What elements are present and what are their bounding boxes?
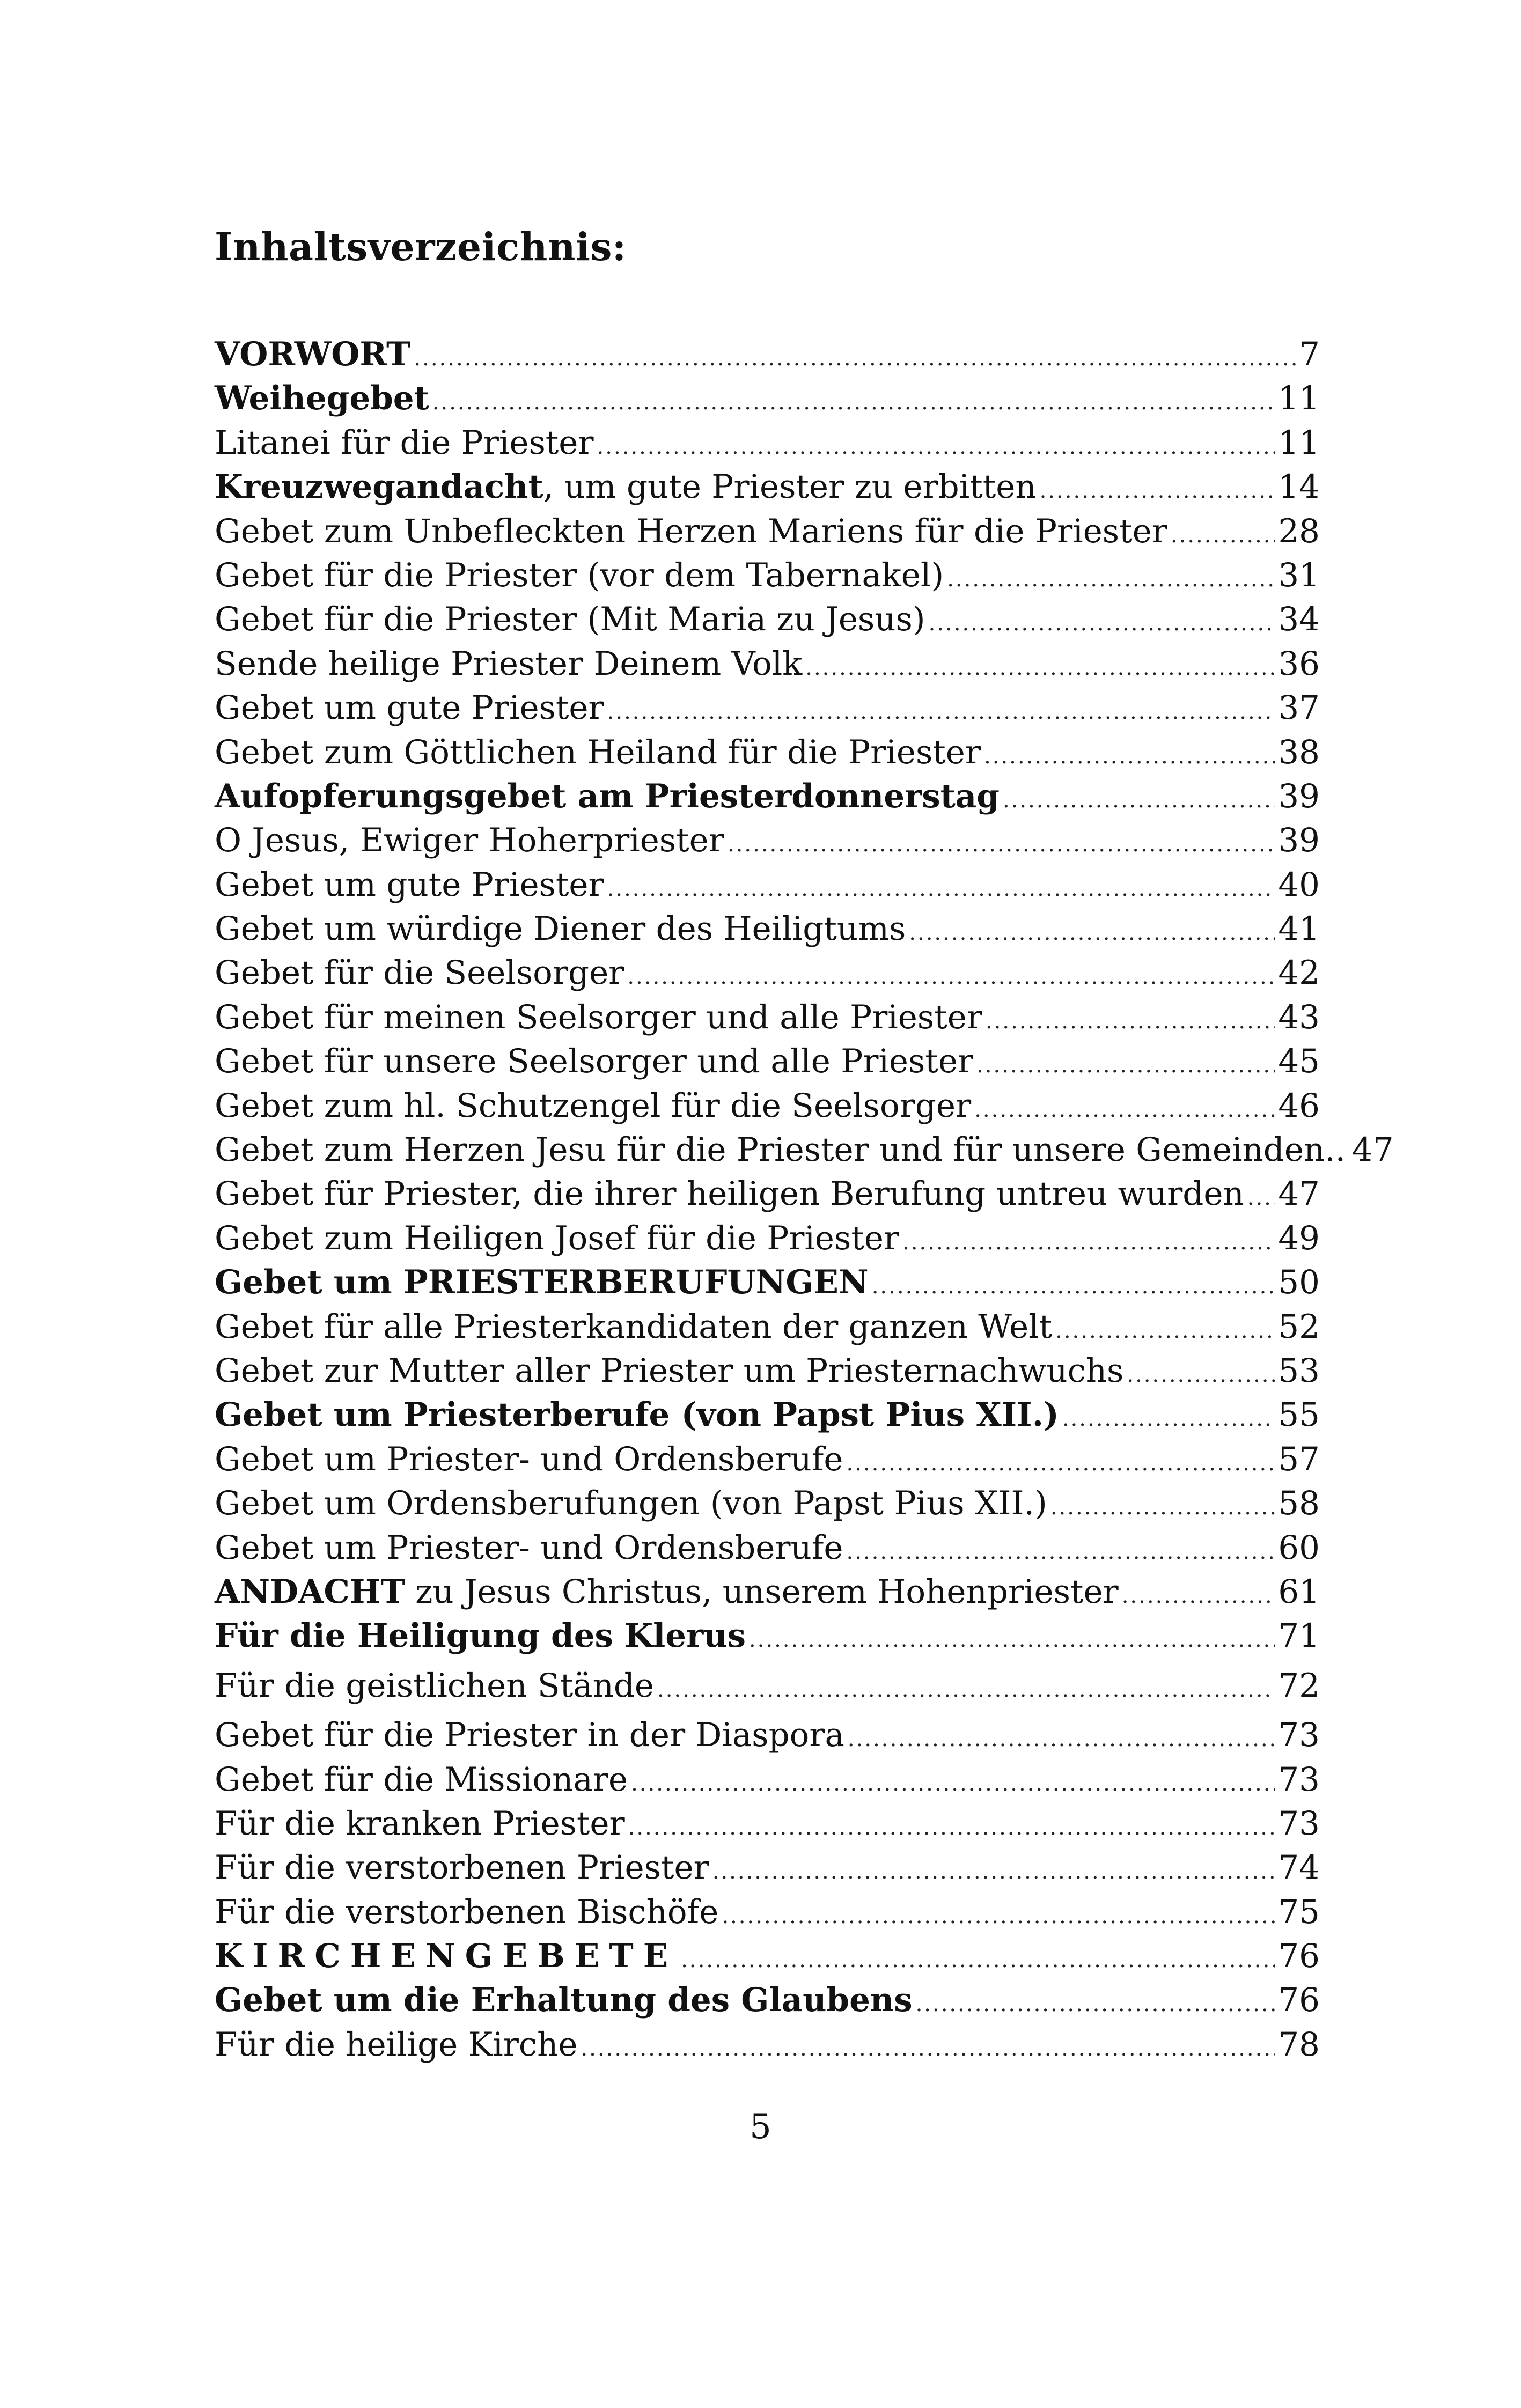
- toc-entry-title: [215, 468, 1037, 506]
- toc-entry-title: [215, 1893, 718, 1931]
- toc-entry-title-text: Für die kranken Priester: [215, 1804, 625, 1843]
- toc-entry-page: 72: [1278, 1666, 1320, 1705]
- toc-entry-title: [215, 1617, 746, 1655]
- toc-entry: [215, 1761, 1320, 1805]
- toc-entry-title: [215, 1716, 844, 1754]
- toc-heading: Inhaltsverzeichnis:: [215, 224, 627, 269]
- toc-entry-title-bold: KIRCHENGEBETE: [215, 1937, 678, 1976]
- toc-entry-title: [215, 1937, 678, 1975]
- toc-entry-title: [215, 998, 982, 1036]
- toc-entry-title-bold: ANDACHT: [215, 1572, 405, 1611]
- toc-entry-page: 78: [1278, 2025, 1320, 2064]
- toc-entry-title-text: Gebet für unsere Seelsorger und alle Priester: [215, 1042, 974, 1081]
- dot-leader: [929, 611, 1275, 636]
- toc-entry-page: 73: [1278, 1804, 1320, 1843]
- dot-leader: [846, 1540, 1275, 1564]
- toc-entry-title: [215, 689, 604, 727]
- dot-leader: [1040, 478, 1275, 503]
- toc-entry-page: 76: [1278, 1937, 1320, 1976]
- dot-leader: [902, 1230, 1275, 1255]
- dot-leader: [947, 567, 1275, 592]
- toc-entry: [215, 1263, 1320, 1307]
- toc-entry: [215, 335, 1320, 379]
- toc-entry-title: [215, 512, 1167, 550]
- dot-leader: [1127, 1363, 1275, 1387]
- dot-leader: [631, 1771, 1275, 1796]
- toc-entry-title-text: Gebet für die Missionare: [215, 1760, 628, 1799]
- toc-entry-page: 34: [1278, 600, 1320, 639]
- toc-entry-title: [215, 1573, 1119, 1611]
- dot-leader: [976, 1053, 1275, 1078]
- toc-entry-page: 37: [1278, 689, 1320, 727]
- toc-entry: [215, 1042, 1320, 1086]
- toc-entry-title-text: Gebet zum Heiligen Josef für die Priester: [215, 1219, 900, 1257]
- toc-entry-page: 73: [1278, 1760, 1320, 1799]
- toc-entry-title-text: Sende heilige Priester Deinem Volk: [215, 644, 803, 683]
- toc-entry: [215, 1352, 1320, 1396]
- toc-entry: [215, 821, 1320, 865]
- dot-leader: [1062, 1406, 1275, 1431]
- toc-entry-title-text: Gebet um würdige Diener des Heiligtums: [215, 910, 906, 948]
- dot-leader: [432, 390, 1275, 415]
- dot-leader: [607, 877, 1275, 901]
- toc-entry-title-text: Gebet zur Mutter aller Priester um Priesternachwuchs: [215, 1351, 1124, 1390]
- toc-entry-title: [215, 910, 906, 948]
- toc-entry-page: 46: [1278, 1086, 1320, 1125]
- table-of-contents: [215, 335, 1394, 2070]
- toc-entry: [215, 1893, 1320, 1937]
- toc-entry-title-text: Für die verstorbenen Bischöfe: [215, 1892, 719, 1931]
- toc-entry: [215, 1219, 1320, 1263]
- dot-leader: [628, 1815, 1275, 1840]
- dot-leader: [712, 1859, 1275, 1884]
- toc-entry: [215, 556, 1320, 600]
- toc-entry-title: [215, 866, 604, 904]
- toc-entry-page: 11: [1278, 423, 1320, 462]
- toc-entry-title: [215, 645, 802, 683]
- toc-entry-title: [215, 1131, 1346, 1169]
- toc-entry-title: [215, 1761, 628, 1799]
- toc-entry: [215, 910, 1320, 954]
- toc-entry-title: [215, 1219, 899, 1257]
- toc-entry-page: 14: [1278, 468, 1320, 506]
- toc-entry-title-text: Gebet für die Priester (Mit Maria zu Jesus): [215, 600, 925, 639]
- dot-leader: [1171, 523, 1275, 548]
- toc-entry-title-text: Für die geistlichen Stände: [215, 1666, 655, 1705]
- page-number: 5: [750, 2107, 771, 2147]
- toc-entry: [215, 379, 1320, 423]
- toc-entry-page: 60: [1278, 1528, 1320, 1567]
- toc-entry: [215, 733, 1320, 777]
- toc-entry-title: [215, 1805, 625, 1843]
- toc-entry: [215, 1308, 1320, 1352]
- toc-entry-title-text: Gebet für meinen Seelsorger und alle Priester: [215, 998, 982, 1036]
- dot-leader: [749, 1628, 1275, 1652]
- toc-entry: [215, 1573, 1320, 1617]
- toc-entry-page: 38: [1278, 733, 1320, 771]
- toc-entry: [215, 424, 1320, 468]
- toc-entry: [215, 1981, 1320, 2025]
- toc-entry-page: 58: [1278, 1484, 1320, 1523]
- toc-entry: [215, 1617, 1320, 1661]
- dot-leader: [414, 346, 1296, 371]
- toc-entry: [215, 998, 1320, 1042]
- toc-entry-title: [215, 1667, 654, 1705]
- toc-entry: [215, 645, 1320, 689]
- dot-leader: [909, 921, 1275, 945]
- toc-entry-title: [215, 424, 594, 462]
- toc-entry: [215, 1529, 1320, 1573]
- toc-entry-page: 57: [1278, 1440, 1320, 1478]
- toc-entry-title: [215, 1529, 843, 1567]
- toc-entry-page: 49: [1278, 1219, 1320, 1257]
- toc-entry-title-text: zu Jesus Christus, unserem Hohenpriester: [405, 1572, 1119, 1611]
- toc-entry: [215, 689, 1320, 733]
- dot-leader: [607, 699, 1275, 724]
- toc-entry-page: 50: [1278, 1263, 1320, 1302]
- dot-leader: [974, 1098, 1275, 1122]
- toc-entry-page: 39: [1278, 821, 1320, 860]
- toc-entry-title-bold: Für die Heiligung des Klerus: [215, 1617, 746, 1655]
- toc-entry-title: [215, 1308, 1052, 1346]
- toc-entry-page: 28: [1278, 512, 1320, 550]
- toc-entry-title-text: Gebet für Priester, die ihrer heiligen Berufung untreu wurden: [215, 1175, 1244, 1213]
- toc-entry-title-text: Gebet für die Priester (vor dem Tabernakel): [215, 556, 944, 594]
- toc-entry-title-bold: Kreuzwegandacht: [215, 468, 543, 506]
- toc-entry-title-text: Gebet um Priester- und Ordensberufe: [215, 1440, 843, 1478]
- toc-entry-page: 42: [1278, 954, 1320, 992]
- toc-entry-title-text: Gebet zum hl. Schutzengel für die Seelsorger: [215, 1086, 972, 1125]
- toc-entry: [215, 468, 1320, 512]
- toc-entry: [215, 1667, 1320, 1711]
- toc-entry-title-text: Für die heilige Kirche: [215, 2025, 578, 2064]
- dot-leader: [728, 832, 1275, 857]
- toc-entry-title-bold: Gebet um PRIESTERBERUFUNGEN: [215, 1263, 869, 1302]
- toc-entry-page: 75: [1278, 1892, 1320, 1931]
- dot-leader: [1122, 1584, 1275, 1608]
- toc-entry-title-text: , um gute Priester zu erbitten: [543, 468, 1037, 506]
- toc-entry: [215, 1937, 1320, 1981]
- toc-entry-title: [215, 2026, 577, 2064]
- toc-entry-title: [215, 1175, 1244, 1213]
- toc-entry-title-text: Gebet zum Göttlichen Heiland für die Priester: [215, 733, 981, 771]
- toc-entry-title: [215, 1981, 913, 2019]
- dot-leader: [581, 2036, 1275, 2061]
- toc-entry-title: [215, 1849, 709, 1887]
- toc-entry-title-text: Gebet zum Unbefleckten Herzen Mariens für die Priester: [215, 512, 1167, 550]
- toc-entry-title: [215, 335, 410, 373]
- toc-entry: [215, 1805, 1320, 1849]
- toc-entry-title-text: Gebet um Ordensberufungen (von Papst Pius XII.): [215, 1484, 1047, 1523]
- toc-entry-page: 45: [1278, 1042, 1320, 1081]
- toc-entry: [215, 1175, 1320, 1219]
- toc-entry-title-text: Gebet um gute Priester: [215, 689, 604, 727]
- toc-entry-title: [215, 1352, 1123, 1390]
- dot-leader: [848, 1727, 1275, 1751]
- toc-entry: [215, 1440, 1320, 1484]
- dot-leader: [916, 1992, 1275, 2016]
- toc-entry-page: 53: [1278, 1351, 1320, 1390]
- dot-leader: [1050, 1495, 1275, 1520]
- toc-entry-title-text: Litanei für die Priester: [215, 423, 594, 462]
- toc-entry-page: 61: [1278, 1572, 1320, 1611]
- toc-entry-page: 41: [1278, 910, 1320, 948]
- toc-entry-title: [215, 1087, 971, 1125]
- dot-leader: [1247, 1185, 1275, 1210]
- toc-entry-title: [215, 777, 1000, 815]
- toc-entry-page: 52: [1278, 1307, 1320, 1346]
- toc-entry-page: 11: [1278, 379, 1320, 418]
- toc-entry-title-bold: Weihegebet: [215, 379, 429, 418]
- dot-leader: [722, 1904, 1275, 1928]
- toc-entry: [215, 1087, 1320, 1131]
- toc-entry-page: 36: [1278, 644, 1320, 683]
- toc-entry-page: 7: [1299, 335, 1320, 373]
- toc-entry-page: 71: [1278, 1617, 1320, 1655]
- toc-entry: [215, 1131, 1394, 1175]
- toc-entry-title-bold: Gebet um die Erhaltung des Glaubens: [215, 1981, 913, 2020]
- toc-entry: [215, 777, 1320, 821]
- toc-entry-title-bold: Aufopferungsgebet am Priesterdonnerstag: [215, 777, 1000, 815]
- toc-entry-title: [215, 600, 925, 638]
- toc-entry: [215, 2026, 1320, 2070]
- toc-entry-title-text: O Jesus, Ewiger Hoherpriester: [215, 821, 724, 860]
- dot-leader: [657, 1677, 1275, 1702]
- dot-leader: [846, 1451, 1275, 1476]
- toc-entry-page: 43: [1278, 998, 1320, 1036]
- dot-leader: [1055, 1319, 1275, 1343]
- toc-entry-title: [215, 1263, 869, 1301]
- toc-entry-page: 74: [1278, 1849, 1320, 1887]
- toc-entry-title: [215, 1042, 973, 1080]
- toc-entry-title-text: Gebet für die Seelsorger: [215, 954, 624, 992]
- toc-entry-page: 39: [1278, 777, 1320, 815]
- toc-entry-page: 31: [1278, 556, 1320, 594]
- dot-leader: [872, 1274, 1275, 1299]
- dot-leader: [805, 656, 1275, 680]
- toc-entry: [215, 1716, 1320, 1760]
- toc-entry-title-text: Gebet um gute Priester: [215, 865, 604, 904]
- dot-leader: [627, 964, 1275, 989]
- toc-entry-title: [215, 733, 981, 771]
- toc-entry-title-bold: VORWORT: [215, 335, 411, 373]
- toc-entry-title-bold: Gebet um Priesterberufe (von Papst Pius XII.): [215, 1396, 1059, 1434]
- toc-entry-title-text: Gebet zum Herzen Jesu für die Priester und für unsere Gemeinden..: [215, 1131, 1346, 1169]
- toc-entry: [215, 1396, 1320, 1440]
- toc-entry: [215, 1484, 1320, 1528]
- toc-entry: [215, 954, 1320, 998]
- dot-leader: [597, 435, 1275, 459]
- toc-entry-page: 73: [1278, 1716, 1320, 1755]
- toc-entry-title-text: Gebet für die Priester in der Diaspora: [215, 1716, 844, 1755]
- toc-entry: [215, 512, 1320, 556]
- toc-entry: [215, 1849, 1320, 1892]
- toc-entry-title: [215, 1484, 1047, 1522]
- toc-entry-title-text: Für die verstorbenen Priester: [215, 1849, 709, 1887]
- toc-entry-title: [215, 1440, 843, 1478]
- toc-entry-title: [215, 954, 624, 992]
- toc-entry-title: [215, 821, 724, 859]
- dot-leader: [986, 1009, 1275, 1034]
- dot-leader: [681, 1948, 1275, 1972]
- toc-entry-title-text: Gebet um Priester- und Ordensberufe: [215, 1528, 843, 1567]
- toc-entry-page: 47: [1352, 1131, 1394, 1169]
- toc-entry-page: 76: [1278, 1981, 1320, 2020]
- dot-leader: [1003, 788, 1275, 813]
- toc-entry: [215, 866, 1320, 910]
- toc-entry-page: 40: [1278, 865, 1320, 904]
- toc-entry-page: 55: [1278, 1396, 1320, 1434]
- toc-entry-title: [215, 1396, 1059, 1434]
- toc-entry: [215, 600, 1320, 644]
- toc-entry-page: 47: [1278, 1175, 1320, 1213]
- toc-entry-title-text: Gebet für alle Priesterkandidaten der ganzen Welt: [215, 1307, 1053, 1346]
- toc-entry-title: [215, 379, 429, 417]
- toc-entry-title: [215, 556, 944, 594]
- dot-leader: [984, 744, 1275, 769]
